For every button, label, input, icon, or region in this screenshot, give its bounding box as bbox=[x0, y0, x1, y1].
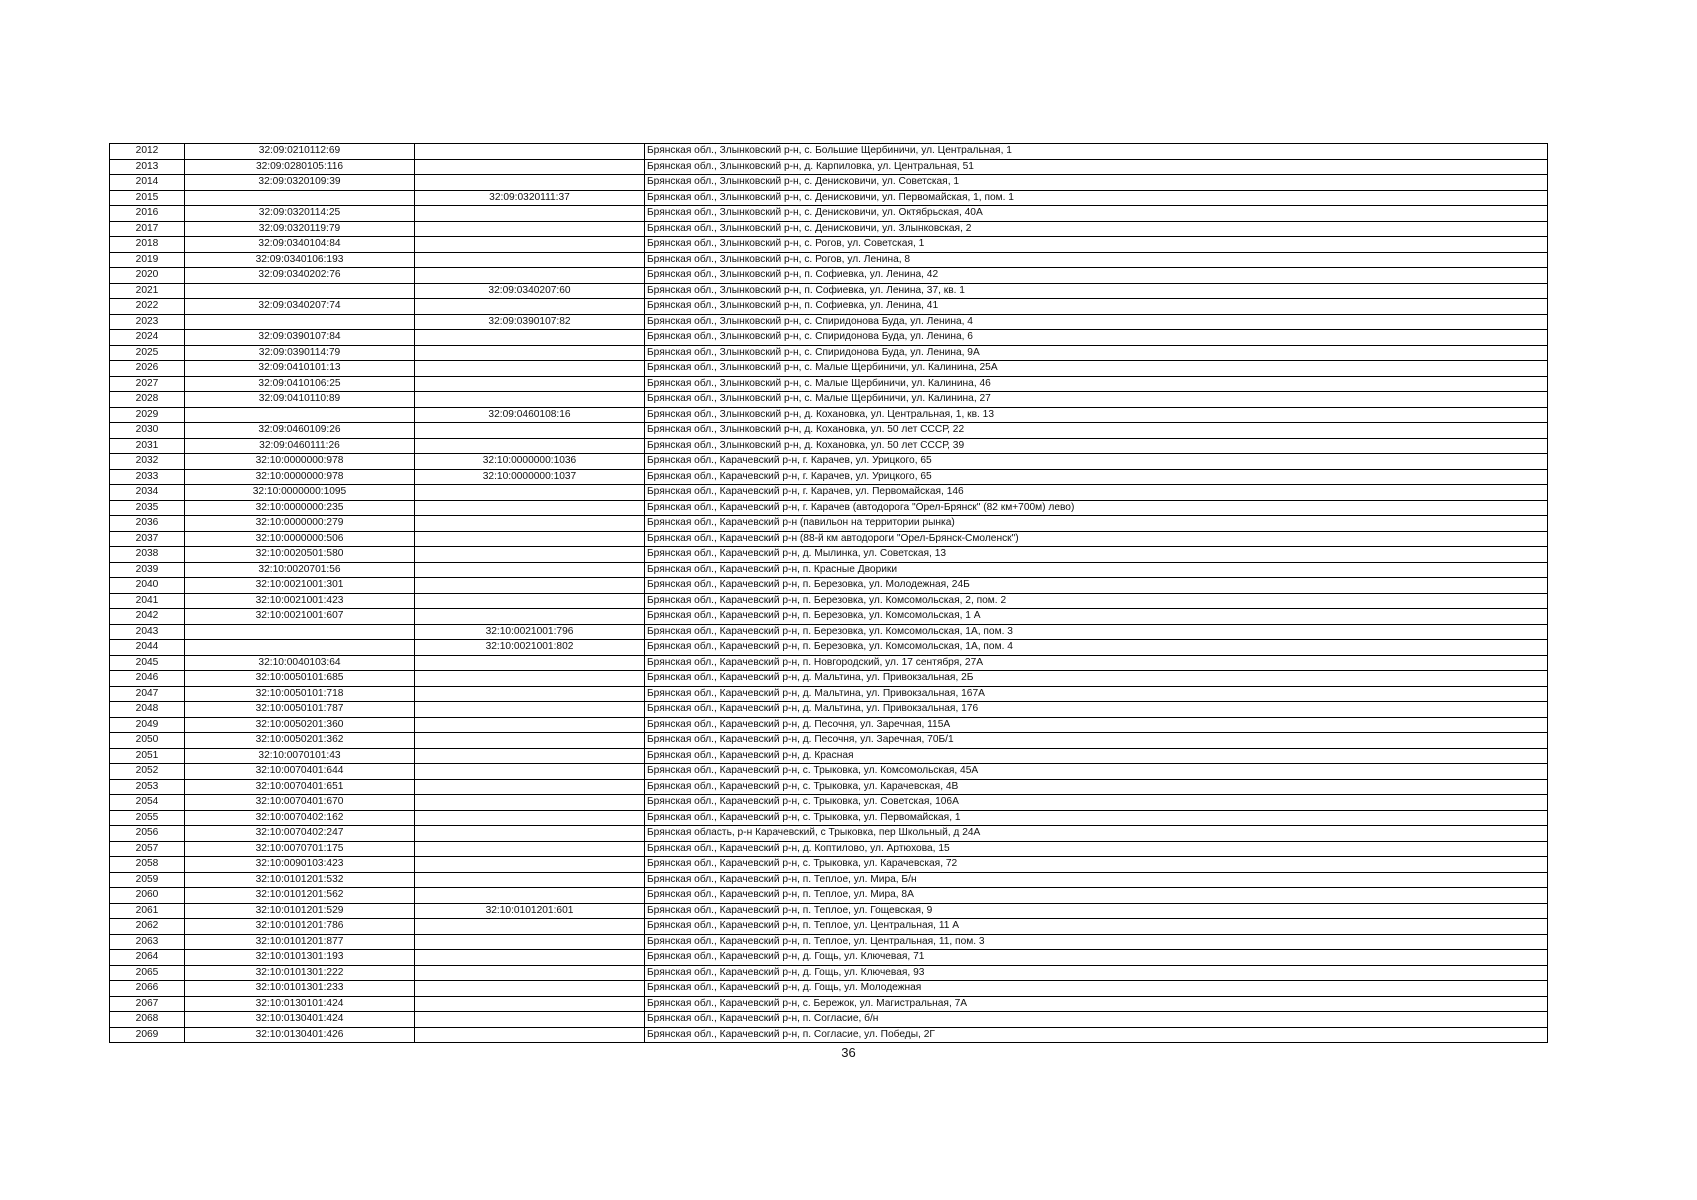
table-row bbox=[110, 671, 1548, 687]
address-cell: Брянская обл., Карачевский р-н, п. Березовка, ул. Комсомольская, 2, пом. 2 bbox=[645, 593, 1548, 609]
table-row bbox=[110, 841, 1548, 857]
room-cadastral-number-cell bbox=[415, 779, 645, 795]
table-row bbox=[110, 965, 1548, 981]
cadastral-number-cell bbox=[185, 314, 415, 330]
table-row bbox=[110, 531, 1548, 547]
room-cadastral-number-cell bbox=[415, 392, 645, 408]
address-cell: Брянская обл., Карачевский р-н, п. Березовка, ул. Комсомольская, 1 А bbox=[645, 609, 1548, 625]
room-cadastral-number-cell bbox=[415, 872, 645, 888]
room-cadastral-number-cell bbox=[415, 175, 645, 191]
cadastral-number-cell: 32:09:0410106:25 bbox=[185, 376, 415, 392]
cadastral-number-cell: 32:10:0130401:426 bbox=[185, 1027, 415, 1043]
cadastral-number-cell: 32:10:0101201:562 bbox=[185, 888, 415, 904]
cadastral-number-cell: 32:10:0070402:247 bbox=[185, 826, 415, 842]
cadastral-number-cell bbox=[185, 283, 415, 299]
table-row bbox=[110, 1012, 1548, 1028]
room-cadastral-number-cell: 32:09:0340207:60 bbox=[415, 283, 645, 299]
cadastral-number-cell: 32:09:0410101:13 bbox=[185, 361, 415, 377]
address-cell: Брянская обл., Карачевский р-н, п. Теплое, ул. Центральная, 11 А bbox=[645, 919, 1548, 935]
room-cadastral-number-cell bbox=[415, 516, 645, 532]
row-number-cell: 2059 bbox=[110, 872, 185, 888]
address-cell: Брянская обл., Карачевский р-н (88-й км автодороги "Орел-Брянск-Смоленск") bbox=[645, 531, 1548, 547]
row-number-cell: 2057 bbox=[110, 841, 185, 857]
address-cell: Брянская обл., Злынковский р-н, п. Софиевка, ул. Ленина, 42 bbox=[645, 268, 1548, 284]
room-cadastral-number-cell bbox=[415, 826, 645, 842]
row-number-cell: 2064 bbox=[110, 950, 185, 966]
cadastral-number-cell: 32:10:0070101:43 bbox=[185, 748, 415, 764]
cadastral-number-cell: 32:10:0070401:644 bbox=[185, 764, 415, 780]
room-cadastral-number-cell: 32:09:0320111:37 bbox=[415, 190, 645, 206]
row-number-cell: 2013 bbox=[110, 159, 185, 175]
table-row bbox=[110, 221, 1548, 237]
row-number-cell: 2018 bbox=[110, 237, 185, 253]
address-cell: Брянская обл., Карачевский р-н, п. Теплое, ул. Мира, Б/н bbox=[645, 872, 1548, 888]
table-row bbox=[110, 640, 1548, 656]
row-number-cell: 2045 bbox=[110, 655, 185, 671]
table-row bbox=[110, 1027, 1548, 1043]
table-row bbox=[110, 330, 1548, 346]
cadastral-number-cell: 32:09:0340104:84 bbox=[185, 237, 415, 253]
row-number-cell: 2068 bbox=[110, 1012, 185, 1028]
address-cell: Брянская обл., Карачевский р-н, с. Трыковка, ул. Советская, 106А bbox=[645, 795, 1548, 811]
table-row bbox=[110, 748, 1548, 764]
address-cell: Брянская обл., Злынковский р-н, с. Спиридонова Буда, ул. Ленина, 4 bbox=[645, 314, 1548, 330]
row-number-cell: 2043 bbox=[110, 624, 185, 640]
row-number-cell: 2058 bbox=[110, 857, 185, 873]
row-number-cell: 2028 bbox=[110, 392, 185, 408]
table-row bbox=[110, 206, 1548, 222]
address-cell: Брянская обл., Карачевский р-н, п. Березовка, ул. Комсомольская, 1А, пом. 4 bbox=[645, 640, 1548, 656]
room-cadastral-number-cell bbox=[415, 500, 645, 516]
room-cadastral-number-cell bbox=[415, 857, 645, 873]
row-number-cell: 2041 bbox=[110, 593, 185, 609]
table-body bbox=[110, 144, 1548, 1043]
row-number-cell: 2026 bbox=[110, 361, 185, 377]
room-cadastral-number-cell bbox=[415, 159, 645, 175]
row-number-cell: 2012 bbox=[110, 144, 185, 160]
row-number-cell: 2056 bbox=[110, 826, 185, 842]
cadastral-number-cell: 32:09:0340202:76 bbox=[185, 268, 415, 284]
table-row bbox=[110, 919, 1548, 935]
room-cadastral-number-cell bbox=[415, 423, 645, 439]
cadastral-number-cell: 32:10:0021001:423 bbox=[185, 593, 415, 609]
cadastral-number-cell: 32:09:0410110:89 bbox=[185, 392, 415, 408]
cadastral-number-cell bbox=[185, 640, 415, 656]
table-row bbox=[110, 252, 1548, 268]
address-cell: Брянская обл., Злынковский р-н, д. Карпиловка, ул. Центральная, 51 bbox=[645, 159, 1548, 175]
row-number-cell: 2029 bbox=[110, 407, 185, 423]
row-number-cell: 2017 bbox=[110, 221, 185, 237]
row-number-cell: 2047 bbox=[110, 686, 185, 702]
table-row bbox=[110, 562, 1548, 578]
address-cell: Брянская обл., Карачевский р-н, д. Гощь, ул. Ключевая, 93 bbox=[645, 965, 1548, 981]
cadastral-number-cell: 32:10:0050101:685 bbox=[185, 671, 415, 687]
room-cadastral-number-cell bbox=[415, 578, 645, 594]
cadastral-number-cell: 32:09:0320119:79 bbox=[185, 221, 415, 237]
cadastral-number-cell: 32:10:0020501:580 bbox=[185, 547, 415, 563]
row-number-cell: 2048 bbox=[110, 702, 185, 718]
table-row bbox=[110, 578, 1548, 594]
address-cell: Брянская обл., Карачевский р-н, д. Песочня, ул. Заречная, 70Б/1 bbox=[645, 733, 1548, 749]
row-number-cell: 2036 bbox=[110, 516, 185, 532]
row-number-cell: 2067 bbox=[110, 996, 185, 1012]
room-cadastral-number-cell bbox=[415, 950, 645, 966]
table-row bbox=[110, 826, 1548, 842]
address-cell: Брянская обл., Карачевский р-н, п. Березовка, ул. Молодежная, 24Б bbox=[645, 578, 1548, 594]
address-cell: Брянская обл., Карачевский р-н, г. Карачев, ул. Первомайская, 146 bbox=[645, 485, 1548, 501]
room-cadastral-number-cell bbox=[415, 562, 645, 578]
row-number-cell: 2014 bbox=[110, 175, 185, 191]
cadastral-number-cell: 32:10:0050101:787 bbox=[185, 702, 415, 718]
table-row bbox=[110, 314, 1548, 330]
table-row bbox=[110, 702, 1548, 718]
row-number-cell: 2031 bbox=[110, 438, 185, 454]
address-cell: Брянская обл., Злынковский р-н, д. Кохановка, ул. 50 лет СССР, 22 bbox=[645, 423, 1548, 439]
table-row bbox=[110, 190, 1548, 206]
table-row bbox=[110, 934, 1548, 950]
row-number-cell: 2054 bbox=[110, 795, 185, 811]
row-number-cell: 2030 bbox=[110, 423, 185, 439]
table-row bbox=[110, 888, 1548, 904]
cadastral-number-cell: 32:10:0101301:233 bbox=[185, 981, 415, 997]
room-cadastral-number-cell bbox=[415, 206, 645, 222]
room-cadastral-number-cell bbox=[415, 593, 645, 609]
table-row bbox=[110, 593, 1548, 609]
table-row bbox=[110, 764, 1548, 780]
page-number: 36 bbox=[841, 1045, 856, 1060]
row-number-cell: 2060 bbox=[110, 888, 185, 904]
room-cadastral-number-cell bbox=[415, 748, 645, 764]
row-number-cell: 2021 bbox=[110, 283, 185, 299]
cadastral-number-cell: 32:10:0050201:362 bbox=[185, 733, 415, 749]
table-row bbox=[110, 872, 1548, 888]
row-number-cell: 2046 bbox=[110, 671, 185, 687]
row-number-cell: 2062 bbox=[110, 919, 185, 935]
cadastral-number-cell: 32:09:0390114:79 bbox=[185, 345, 415, 361]
table-row bbox=[110, 407, 1548, 423]
cadastral-number-cell: 32:10:0101201:877 bbox=[185, 934, 415, 950]
cadastral-number-cell: 32:10:0021001:301 bbox=[185, 578, 415, 594]
row-number-cell: 2049 bbox=[110, 717, 185, 733]
cadastral-number-cell bbox=[185, 624, 415, 640]
address-cell: Брянская обл., Карачевский р-н (павильон на территории рынка) bbox=[645, 516, 1548, 532]
row-number-cell: 2050 bbox=[110, 733, 185, 749]
address-cell: Брянская обл., Карачевский р-н, д. Коптилово, ул. Артюхова, 15 bbox=[645, 841, 1548, 857]
cadastral-number-cell: 32:10:0050101:718 bbox=[185, 686, 415, 702]
cadastral-number-cell: 32:10:0101301:222 bbox=[185, 965, 415, 981]
room-cadastral-number-cell bbox=[415, 299, 645, 315]
row-number-cell: 2033 bbox=[110, 469, 185, 485]
room-cadastral-number-cell bbox=[415, 252, 645, 268]
table-row bbox=[110, 981, 1548, 997]
table-row bbox=[110, 903, 1548, 919]
row-number-cell: 2069 bbox=[110, 1027, 185, 1043]
address-cell: Брянская обл., Карачевский р-н, г. Карачев, ул. Урицкого, 65 bbox=[645, 469, 1548, 485]
row-number-cell: 2035 bbox=[110, 500, 185, 516]
table-row bbox=[110, 268, 1548, 284]
room-cadastral-number-cell: 32:10:0021001:802 bbox=[415, 640, 645, 656]
row-number-cell: 2025 bbox=[110, 345, 185, 361]
cadastral-number-cell: 32:09:0460111:26 bbox=[185, 438, 415, 454]
row-number-cell: 2063 bbox=[110, 934, 185, 950]
address-cell: Брянская обл., Злынковский р-н, п. Софиевка, ул. Ленина, 37, кв. 1 bbox=[645, 283, 1548, 299]
address-cell: Брянская обл., Карачевский р-н, с. Бережок, ул. Магистральная, 7А bbox=[645, 996, 1548, 1012]
room-cadastral-number-cell bbox=[415, 795, 645, 811]
room-cadastral-number-cell bbox=[415, 330, 645, 346]
room-cadastral-number-cell: 32:10:0021001:796 bbox=[415, 624, 645, 640]
cadastral-number-cell: 32:09:0320109:39 bbox=[185, 175, 415, 191]
table-row bbox=[110, 361, 1548, 377]
address-cell: Брянская обл., Злынковский р-н, с. Большие Щербиничи, ул. Центральная, 1 bbox=[645, 144, 1548, 160]
cadastral-number-cell: 32:10:0130401:424 bbox=[185, 1012, 415, 1028]
address-cell: Брянская обл., Злынковский р-н, с. Малые Щербиничи, ул. Калинина, 25А bbox=[645, 361, 1548, 377]
room-cadastral-number-cell bbox=[415, 1012, 645, 1028]
table-row bbox=[110, 438, 1548, 454]
room-cadastral-number-cell bbox=[415, 221, 645, 237]
address-cell: Брянская обл., Карачевский р-н, п. Согласие, ул. Победы, 2Г bbox=[645, 1027, 1548, 1043]
room-cadastral-number-cell bbox=[415, 733, 645, 749]
address-cell: Брянская обл., Карачевский р-н, д. Мылинка, ул. Советская, 13 bbox=[645, 547, 1548, 563]
row-number-cell: 2037 bbox=[110, 531, 185, 547]
table-row bbox=[110, 795, 1548, 811]
cadastral-number-cell: 32:10:0050201:360 bbox=[185, 717, 415, 733]
row-number-cell: 2061 bbox=[110, 903, 185, 919]
row-number-cell: 2019 bbox=[110, 252, 185, 268]
address-cell: Брянская обл., Карачевский р-н, п. Теплое, ул. Центральная, 11, пом. 3 bbox=[645, 934, 1548, 950]
table-row bbox=[110, 345, 1548, 361]
table-row bbox=[110, 376, 1548, 392]
row-number-cell: 2016 bbox=[110, 206, 185, 222]
cadastral-number-cell: 32:10:0020701:56 bbox=[185, 562, 415, 578]
room-cadastral-number-cell bbox=[415, 1027, 645, 1043]
address-cell: Брянская обл., Карачевский р-н, г. Карачев (автодорога "Орел-Брянск" (82 км+700м) лево) bbox=[645, 500, 1548, 516]
table-row bbox=[110, 733, 1548, 749]
row-number-cell: 2023 bbox=[110, 314, 185, 330]
room-cadastral-number-cell bbox=[415, 934, 645, 950]
cadastral-number-cell: 32:10:0000000:1095 bbox=[185, 485, 415, 501]
address-cell: Брянская обл., Злынковский р-н, д. Кохановка, ул. Центральная, 1, кв. 13 bbox=[645, 407, 1548, 423]
address-cell: Брянская обл., Карачевский р-н, с. Трыковка, ул. Комсомольская, 45А bbox=[645, 764, 1548, 780]
room-cadastral-number-cell bbox=[415, 268, 645, 284]
address-cell: Брянская обл., Карачевский р-н, д. Красная bbox=[645, 748, 1548, 764]
cadastral-number-cell: 32:10:0101201:786 bbox=[185, 919, 415, 935]
room-cadastral-number-cell bbox=[415, 717, 645, 733]
address-cell: Брянская обл., Злынковский р-н, с. Рогов, ул. Ленина, 8 bbox=[645, 252, 1548, 268]
row-number-cell: 2038 bbox=[110, 547, 185, 563]
address-cell: Брянская обл., Карачевский р-н, п. Теплое, ул. Мира, 8А bbox=[645, 888, 1548, 904]
room-cadastral-number-cell bbox=[415, 144, 645, 160]
table-row bbox=[110, 500, 1548, 516]
address-cell: Брянская обл., Злынковский р-н, с. Денисковичи, ул. Октябрьская, 40А bbox=[645, 206, 1548, 222]
cadastral-number-cell: 32:10:0101201:529 bbox=[185, 903, 415, 919]
cadastral-number-cell: 32:10:0000000:978 bbox=[185, 454, 415, 470]
room-cadastral-number-cell bbox=[415, 810, 645, 826]
table-row bbox=[110, 423, 1548, 439]
row-number-cell: 2032 bbox=[110, 454, 185, 470]
cadastral-number-cell: 32:10:0070402:162 bbox=[185, 810, 415, 826]
table-row bbox=[110, 950, 1548, 966]
address-cell: Брянская обл., Злынковский р-н, с. Рогов, ул. Советская, 1 bbox=[645, 237, 1548, 253]
address-cell: Брянская обл., Карачевский р-н, д. Гощь, ул. Молодежная bbox=[645, 981, 1548, 997]
room-cadastral-number-cell bbox=[415, 686, 645, 702]
room-cadastral-number-cell bbox=[415, 981, 645, 997]
row-number-cell: 2020 bbox=[110, 268, 185, 284]
address-cell: Брянская обл., Карачевский р-н, д. Мальтина, ул. Привокзальная, 2Б bbox=[645, 671, 1548, 687]
address-cell: Брянская обл., Злынковский р-н, д. Кохановка, ул. 50 лет СССР, 39 bbox=[645, 438, 1548, 454]
room-cadastral-number-cell bbox=[415, 888, 645, 904]
room-cadastral-number-cell bbox=[415, 671, 645, 687]
objects-table bbox=[109, 143, 1548, 1043]
room-cadastral-number-cell bbox=[415, 965, 645, 981]
cadastral-number-cell: 32:09:0210112:69 bbox=[185, 144, 415, 160]
address-cell: Брянская обл., Злынковский р-н, с. Спиридонова Буда, ул. Ленина, 6 bbox=[645, 330, 1548, 346]
address-cell: Брянская обл., Карачевский р-н, п. Красные Дворики bbox=[645, 562, 1548, 578]
room-cadastral-number-cell bbox=[415, 655, 645, 671]
row-number-cell: 2066 bbox=[110, 981, 185, 997]
row-number-cell: 2065 bbox=[110, 965, 185, 981]
address-cell: Брянская обл., Карачевский р-н, д. Мальтина, ул. Привокзальная, 167А bbox=[645, 686, 1548, 702]
table-row bbox=[110, 144, 1548, 160]
table-row bbox=[110, 516, 1548, 532]
cadastral-number-cell: 32:10:0070701:175 bbox=[185, 841, 415, 857]
address-cell: Брянская обл., Карачевский р-н, п. Теплое, ул. Гощевская, 9 bbox=[645, 903, 1548, 919]
cadastral-number-cell: 32:09:0340106:193 bbox=[185, 252, 415, 268]
cadastral-number-cell: 32:10:0000000:506 bbox=[185, 531, 415, 547]
table-row bbox=[110, 810, 1548, 826]
cadastral-number-cell: 32:10:0090103:423 bbox=[185, 857, 415, 873]
row-number-cell: 2034 bbox=[110, 485, 185, 501]
room-cadastral-number-cell bbox=[415, 361, 645, 377]
cadastral-number-cell: 32:09:0280105:116 bbox=[185, 159, 415, 175]
table-row bbox=[110, 175, 1548, 191]
row-number-cell: 2051 bbox=[110, 748, 185, 764]
address-cell: Брянская обл., Злынковский р-н, с. Малые Щербиничи, ул. Калинина, 27 bbox=[645, 392, 1548, 408]
room-cadastral-number-cell: 32:09:0460108:16 bbox=[415, 407, 645, 423]
cadastral-number-cell: 32:10:0021001:607 bbox=[185, 609, 415, 625]
room-cadastral-number-cell bbox=[415, 996, 645, 1012]
address-cell: Брянская обл., Злынковский р-н, с. Денисковичи, ул. Советская, 1 bbox=[645, 175, 1548, 191]
table-row bbox=[110, 857, 1548, 873]
row-number-cell: 2044 bbox=[110, 640, 185, 656]
table-row bbox=[110, 237, 1548, 253]
room-cadastral-number-cell bbox=[415, 237, 645, 253]
room-cadastral-number-cell: 32:09:0390107:82 bbox=[415, 314, 645, 330]
room-cadastral-number-cell: 32:10:0000000:1037 bbox=[415, 469, 645, 485]
cadastral-number-cell: 32:09:0340207:74 bbox=[185, 299, 415, 315]
room-cadastral-number-cell: 32:10:0000000:1036 bbox=[415, 454, 645, 470]
table-row bbox=[110, 655, 1548, 671]
cadastral-number-cell: 32:10:0130101:424 bbox=[185, 996, 415, 1012]
address-cell: Брянская обл., Карачевский р-н, г. Карачев, ул. Урицкого, 65 bbox=[645, 454, 1548, 470]
address-cell: Брянская обл., Карачевский р-н, д. Гощь, ул. Ключевая, 71 bbox=[645, 950, 1548, 966]
table-row bbox=[110, 609, 1548, 625]
address-cell: Брянская обл., Злынковский р-н, с. Спиридонова Буда, ул. Ленина, 9А bbox=[645, 345, 1548, 361]
table-row bbox=[110, 717, 1548, 733]
cadastral-number-cell: 32:09:0320114:25 bbox=[185, 206, 415, 222]
room-cadastral-number-cell bbox=[415, 485, 645, 501]
address-cell: Брянская обл., Злынковский р-н, п. Софиевка, ул. Ленина, 41 bbox=[645, 299, 1548, 315]
cadastral-number-cell: 32:09:0390107:84 bbox=[185, 330, 415, 346]
room-cadastral-number-cell bbox=[415, 919, 645, 935]
cadastral-number-cell bbox=[185, 407, 415, 423]
address-cell: Брянская обл., Злынковский р-н, с. Малые Щербиничи, ул. Калинина, 46 bbox=[645, 376, 1548, 392]
cadastral-number-cell: 32:10:0000000:235 bbox=[185, 500, 415, 516]
cadastral-number-cell: 32:10:0000000:978 bbox=[185, 469, 415, 485]
table-row bbox=[110, 779, 1548, 795]
room-cadastral-number-cell: 32:10:0101201:601 bbox=[415, 903, 645, 919]
cadastral-number-cell: 32:09:0460109:26 bbox=[185, 423, 415, 439]
cadastral-number-cell: 32:10:0070401:670 bbox=[185, 795, 415, 811]
row-number-cell: 2040 bbox=[110, 578, 185, 594]
table-row bbox=[110, 686, 1548, 702]
row-number-cell: 2027 bbox=[110, 376, 185, 392]
room-cadastral-number-cell bbox=[415, 764, 645, 780]
address-cell: Брянская обл., Карачевский р-н, п. Согласие, б/н bbox=[645, 1012, 1548, 1028]
table-row bbox=[110, 283, 1548, 299]
cadastral-number-cell: 32:10:0000000:279 bbox=[185, 516, 415, 532]
table-row bbox=[110, 469, 1548, 485]
room-cadastral-number-cell bbox=[415, 702, 645, 718]
cadastral-number-cell: 32:10:0040103:64 bbox=[185, 655, 415, 671]
room-cadastral-number-cell bbox=[415, 547, 645, 563]
cadastral-number-cell bbox=[185, 190, 415, 206]
address-cell: Брянская обл., Карачевский р-н, п. Новгородский, ул. 17 сентября, 27А bbox=[645, 655, 1548, 671]
row-number-cell: 2022 bbox=[110, 299, 185, 315]
table-row bbox=[110, 996, 1548, 1012]
table-row bbox=[110, 454, 1548, 470]
address-cell: Брянская обл., Карачевский р-н, с. Трыковка, ул. Карачевская, 4В bbox=[645, 779, 1548, 795]
table-row bbox=[110, 547, 1548, 563]
address-cell: Брянская обл., Карачевский р-н, д. Песочня, ул. Заречная, 115А bbox=[645, 717, 1548, 733]
room-cadastral-number-cell bbox=[415, 531, 645, 547]
row-number-cell: 2039 bbox=[110, 562, 185, 578]
address-cell: Брянская обл., Карачевский р-н, д. Мальтина, ул. Привокзальная, 176 bbox=[645, 702, 1548, 718]
row-number-cell: 2052 bbox=[110, 764, 185, 780]
table-row bbox=[110, 485, 1548, 501]
table-row bbox=[110, 392, 1548, 408]
address-cell: Брянская обл., Злынковский р-н, с. Денисковичи, ул. Злынковская, 2 bbox=[645, 221, 1548, 237]
room-cadastral-number-cell bbox=[415, 609, 645, 625]
row-number-cell: 2053 bbox=[110, 779, 185, 795]
row-number-cell: 2015 bbox=[110, 190, 185, 206]
room-cadastral-number-cell bbox=[415, 438, 645, 454]
address-cell: Брянская область, р-н Карачевский, с Трыковка, пер Школьный, д 24А bbox=[645, 826, 1548, 842]
room-cadastral-number-cell bbox=[415, 345, 645, 361]
row-number-cell: 2042 bbox=[110, 609, 185, 625]
row-number-cell: 2024 bbox=[110, 330, 185, 346]
room-cadastral-number-cell bbox=[415, 376, 645, 392]
cadastral-number-cell: 32:10:0101301:193 bbox=[185, 950, 415, 966]
address-cell: Брянская обл., Карачевский р-н, с. Трыковка, ул. Первомайская, 1 bbox=[645, 810, 1548, 826]
room-cadastral-number-cell bbox=[415, 841, 645, 857]
address-cell: Брянская обл., Карачевский р-н, с. Трыковка, ул. Карачевская, 72 bbox=[645, 857, 1548, 873]
table-row bbox=[110, 159, 1548, 175]
table-row bbox=[110, 299, 1548, 315]
cadastral-number-cell: 32:10:0070401:651 bbox=[185, 779, 415, 795]
row-number-cell: 2055 bbox=[110, 810, 185, 826]
table-row bbox=[110, 624, 1548, 640]
address-cell: Брянская обл., Карачевский р-н, п. Березовка, ул. Комсомольская, 1А, пом. 3 bbox=[645, 624, 1548, 640]
cadastral-number-cell: 32:10:0101201:532 bbox=[185, 872, 415, 888]
address-cell: Брянская обл., Злынковский р-н, с. Денисковичи, ул. Первомайская, 1, пом. 1 bbox=[645, 190, 1548, 206]
